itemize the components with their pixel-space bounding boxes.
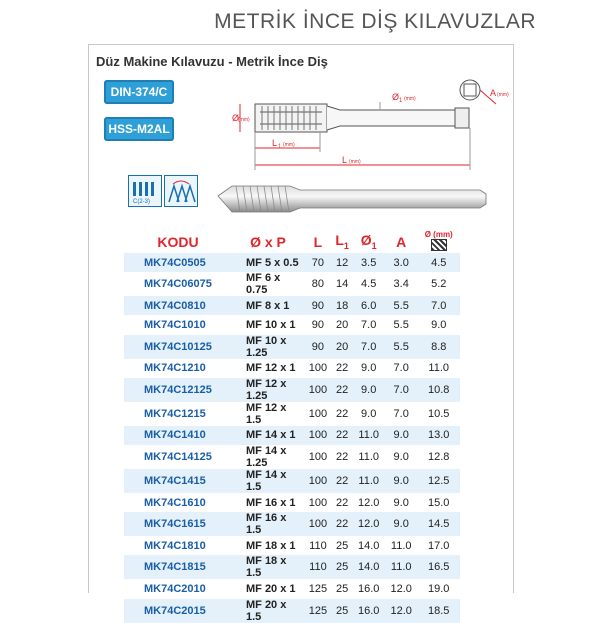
l-cell: 100 [304, 378, 332, 402]
code-cell: MK74C1010 [144, 318, 206, 331]
card-title: Düz Makine Kılavuzu - Metrik İnce Diş [96, 54, 328, 69]
table-row [124, 253, 460, 272]
chamfer-icon [128, 175, 162, 207]
dia1-cell: 9.0 [361, 362, 377, 375]
l-cell: 100 [308, 496, 328, 509]
a-label: A [490, 88, 497, 98]
dia1-unit: (mm) [404, 96, 416, 102]
l-label: L [342, 155, 348, 165]
l1-cell: 25 [336, 539, 349, 552]
l1-cell: 25 [332, 555, 353, 579]
l1-cell: 22 [332, 378, 353, 402]
drill-cell: 17.0 [428, 539, 450, 552]
spec-cell: MF 16 x 1 [246, 496, 296, 509]
drill-cell: 15.0 [428, 496, 450, 509]
a-cell: 11.0 [390, 539, 412, 552]
tap-photo [218, 186, 486, 212]
dia1-cell: 9.0 [361, 407, 377, 420]
l1-cell: 14 [336, 278, 349, 291]
l1-cell: 25 [332, 599, 353, 623]
code-cell: MK74C1210 [144, 362, 206, 375]
l1-cell: 22 [332, 469, 353, 493]
l-cell: 110 [304, 555, 332, 579]
drill-cell: 19.0 [428, 582, 450, 595]
l-cell: 90 [304, 335, 332, 359]
code-cell: MK74C1410 [124, 426, 232, 445]
dia-label: Ø [232, 113, 240, 123]
spec-cell: MF 12 x 1 [246, 362, 296, 375]
code-cell: MK74C1810 [144, 539, 206, 552]
dia1-cell: 9.0 [352, 378, 385, 402]
spec-cell: MF 10 x 1.25 [232, 335, 304, 359]
drill-cell: 10.8 [417, 378, 460, 402]
l-cell: 100 [304, 426, 332, 445]
l-cell: 100 [308, 407, 328, 420]
l-cell: 125 [304, 599, 332, 623]
table-row [124, 272, 460, 296]
code-cell: MK74C0810 [124, 296, 232, 315]
code-cell: MK74C1815 [124, 555, 232, 579]
code-cell: MK74C1215 [144, 407, 206, 420]
a-unit: (mm) [497, 92, 509, 98]
l-cell: 100 [304, 512, 332, 536]
flute-type-icon [164, 175, 198, 207]
header-dia-pitch: Ø x P [250, 233, 286, 250]
l-cell: 80 [311, 278, 325, 291]
spec-cell: MF 18 x 1 [246, 539, 296, 552]
material-badge: HSS-M2AL [104, 117, 174, 141]
spec-cell: MF 18 x 1.5 [232, 555, 304, 579]
header-l: L [313, 233, 323, 250]
l1-cell: 22 [332, 512, 353, 536]
dia1-cell: 11.0 [352, 426, 385, 445]
l1-cell: 20 [332, 335, 353, 359]
code-cell: MK74C0505 [124, 253, 232, 272]
drill-cell: 10.5 [428, 407, 450, 420]
table-header-row [124, 230, 460, 253]
drill-cell: 16.5 [417, 555, 460, 579]
code-cell: MK74C1615 [124, 512, 232, 536]
l1-cell: 22 [336, 450, 349, 463]
product-table [124, 230, 460, 623]
a-cell: 9.0 [385, 426, 418, 445]
table-row [124, 445, 460, 469]
table-row [124, 555, 460, 579]
a-cell: 9.0 [385, 512, 418, 536]
spec-cell: MF 16 x 1.5 [232, 512, 304, 536]
a-cell: 3.0 [385, 253, 418, 272]
a-cell: 5.5 [393, 318, 409, 331]
table-row [124, 469, 460, 493]
l-cell: 110 [309, 539, 327, 552]
dia-unit: (mm) [238, 117, 250, 123]
l1-unit: (mm) [283, 142, 295, 148]
header-a: A [396, 233, 407, 250]
a-cell: 5.5 [385, 335, 418, 359]
code-cell: MK74C1415 [124, 469, 232, 493]
spec-cell: MF 10 x 1 [246, 318, 296, 331]
dia1-cell: 11.0 [358, 450, 379, 463]
a-cell: 9.0 [393, 450, 409, 463]
code-cell: MK74C12125 [124, 378, 232, 402]
spec-cell: MF 14 x 1.25 [246, 444, 287, 469]
drill-cell: 8.8 [417, 335, 460, 359]
header-drill-dia: Ø (mm) [417, 230, 460, 253]
table-row [124, 512, 460, 536]
a-cell: 7.0 [385, 378, 418, 402]
table-row [124, 402, 460, 426]
table-row [124, 315, 460, 334]
l1-cell: 18 [332, 296, 353, 315]
code-cell: MK74C2015 [124, 599, 232, 623]
dia1-cell: 3.5 [352, 253, 385, 272]
table-row [124, 536, 460, 555]
a-cell: 7.0 [393, 407, 409, 420]
dia1-cell: 14.0 [352, 555, 385, 579]
page-title: METRİK İNCE DİŞ KILAVUZLAR [214, 10, 536, 33]
drill-cell: 4.5 [417, 253, 460, 272]
l1-cell: 22 [336, 362, 349, 375]
dia1-sub: 1 [399, 98, 403, 104]
drill-cell: 9.0 [431, 318, 447, 331]
drill-cell: 5.2 [431, 278, 447, 291]
table-row [124, 359, 460, 378]
header-dia1: $Ø_1$ [360, 232, 377, 251]
chamfer-label: C(2-3) [133, 199, 151, 205]
drill-cell: 7.0 [417, 296, 460, 315]
standard-badge: DIN-374/C [104, 80, 174, 104]
code-cell: MK74C2010 [144, 582, 206, 595]
l1-cell: 22 [336, 407, 349, 420]
l-cell: 90 [304, 296, 332, 315]
dia1-cell: 12.0 [352, 512, 385, 536]
l-unit: (mm) [349, 159, 361, 165]
dia1-cell: 11.0 [352, 469, 385, 493]
drill-cell: 12.8 [428, 450, 450, 463]
l1-label: L [272, 138, 278, 148]
table-row [124, 378, 460, 402]
dia1-cell: 4.5 [361, 278, 377, 291]
table-row [124, 579, 460, 598]
spec-cell: MF 6 x 0.75 [246, 272, 281, 297]
table-row [124, 296, 460, 315]
code-cell: MK74C14125 [144, 450, 212, 463]
drill-cell: 14.5 [417, 512, 460, 536]
l1-sub: 1 [278, 144, 282, 150]
dia1-label: Ø [392, 92, 400, 102]
l1-cell: 25 [336, 582, 349, 595]
l-cell: 100 [308, 362, 328, 375]
drill-cell: 12.5 [417, 469, 460, 493]
spec-cell: MF 20 x 1.5 [232, 599, 304, 623]
table-row [124, 426, 460, 445]
a-cell: 12.0 [385, 599, 418, 623]
dia1-cell: 12.0 [357, 496, 380, 509]
a-cell: 9.0 [385, 469, 418, 493]
spec-cell: MF 20 x 1 [246, 582, 296, 595]
spec-cell: MF 14 x 1 [232, 426, 304, 445]
dia1-cell: 14.0 [357, 539, 380, 552]
dia1-cell: 16.0 [357, 582, 380, 595]
table-row [124, 599, 460, 623]
l-cell: 100 [304, 469, 332, 493]
a-cell: 5.5 [385, 296, 418, 315]
spec-cell: MF 5 x 0.5 [232, 253, 304, 272]
spec-cell: MF 12 x 1.25 [232, 378, 304, 402]
a-cell: 9.0 [393, 496, 409, 509]
l1-cell: 22 [336, 496, 349, 509]
l-cell: 70 [304, 253, 332, 272]
drill-cell: 18.5 [417, 599, 460, 623]
spec-cell: MF 12 x 1.5 [246, 401, 287, 426]
spec-cell: MF 8 x 1 [232, 296, 304, 315]
a-cell: 3.4 [393, 278, 409, 291]
code-cell: MK74C1610 [144, 496, 206, 509]
l1-cell: 12 [332, 253, 353, 272]
table-row [124, 335, 460, 359]
drill-cell: 13.0 [417, 426, 460, 445]
header-code: KODU [157, 233, 199, 250]
code-cell: MK74C10125 [124, 335, 232, 359]
table-row [124, 493, 460, 512]
a-cell: 12.0 [390, 582, 412, 595]
l-cell: 100 [308, 450, 328, 463]
header-l1: $L_1$ [335, 232, 349, 251]
l1-cell: 22 [332, 426, 353, 445]
drill-cell: 11.0 [428, 362, 450, 375]
a-cell: 11.0 [385, 555, 418, 579]
l-cell: 125 [308, 582, 328, 595]
code-cell: MK74C06075 [144, 278, 212, 291]
spec-cell: MF 14 x 1.5 [232, 469, 304, 493]
a-cell: 7.0 [393, 362, 409, 375]
l1-cell: 20 [336, 318, 349, 331]
l-cell: 90 [311, 318, 325, 331]
dia1-cell: 6.0 [352, 296, 385, 315]
dia1-cell: 7.0 [352, 335, 385, 359]
dia1-cell: 16.0 [352, 599, 385, 623]
drill-icon [431, 239, 447, 251]
dia1-cell: 7.0 [361, 318, 377, 331]
